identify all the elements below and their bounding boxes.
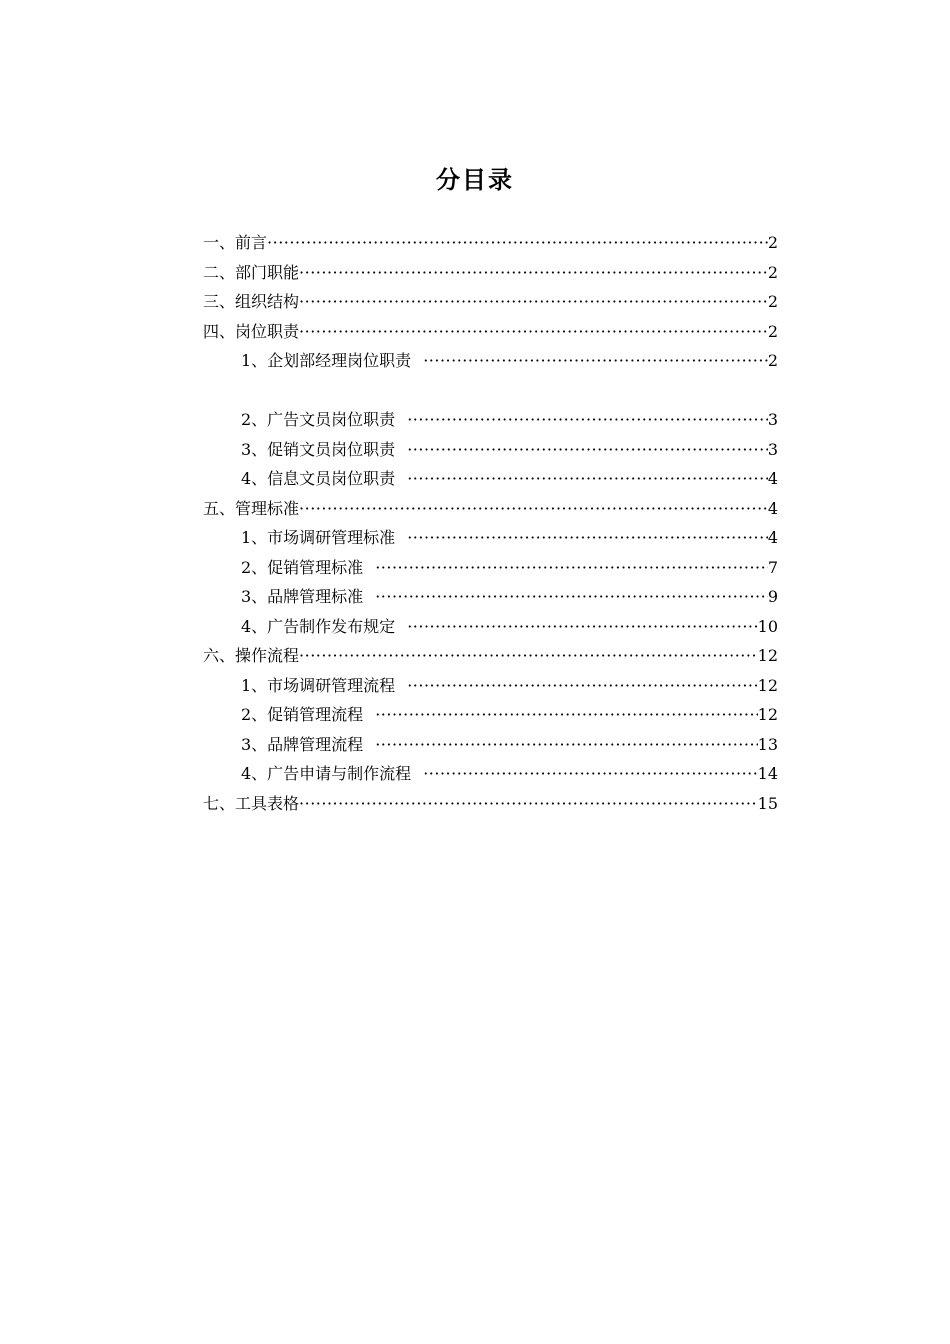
toc-entry-ad-clerk-duties[interactable]	[203, 405, 778, 435]
toc-leader-dots	[299, 494, 768, 524]
toc-entry-page: 14	[757, 764, 778, 783]
toc-entry-label: 3、品牌管理流程	[241, 734, 364, 754]
toc-entry-page: 12	[757, 646, 778, 665]
toc-entry-label: 一、前言	[203, 233, 268, 252]
toc-entry-manager-duties[interactable]	[203, 346, 778, 376]
toc-entry-label: 2、广告文员岗位职责	[241, 410, 396, 429]
toc-entry-page: 13	[757, 734, 778, 754]
toc-entry-label: 四、岗位职责	[203, 321, 300, 341]
toc-entry-promotion-standard[interactable]	[203, 553, 778, 583]
toc-entry-management-standards[interactable]	[203, 494, 778, 524]
toc-entry-label: 六、操作流程	[203, 646, 300, 665]
toc-entry-label: 3、促销文员岗位职责	[241, 439, 396, 459]
toc-entry-label: 1、市场调研管理流程	[241, 675, 396, 695]
toc-entry-page: 3	[767, 439, 778, 459]
toc-entry-label: 1、市场调研管理标准	[241, 528, 396, 547]
toc-entry-page: 7	[767, 557, 778, 577]
toc-leader-dots	[375, 582, 768, 612]
toc-entry-label: 七、工具表格	[203, 793, 300, 813]
toc-leader-dots	[423, 346, 768, 376]
toc-entry-info-clerk-duties[interactable]	[203, 464, 778, 494]
toc-leader-dots	[407, 612, 757, 642]
toc-entry-promotion-process[interactable]	[203, 700, 778, 730]
toc-entry-ad-request-process[interactable]	[203, 759, 778, 789]
table-of-contents	[203, 228, 778, 818]
toc-entry-page: 4	[767, 469, 778, 488]
toc-leader-dots	[423, 759, 757, 789]
toc-entry-page: 15	[757, 793, 778, 813]
toc-entry-page: 2	[767, 262, 778, 282]
toc-leader-dots	[407, 405, 768, 435]
toc-entry-label: 3、品牌管理标准	[241, 587, 364, 606]
toc-entry-label: 2、促销管理标准	[241, 557, 364, 577]
toc-entry-organization-structure[interactable]	[203, 287, 778, 317]
toc-entry-ad-publishing-rules[interactable]	[203, 612, 778, 642]
toc-entry-brand-standard[interactable]	[203, 582, 778, 612]
toc-entry-job-duties[interactable]	[203, 317, 778, 347]
toc-leader-dots	[299, 317, 768, 347]
toc-entry-page: 2	[767, 351, 778, 370]
toc-entry-label: 2、促销管理流程	[241, 705, 364, 724]
toc-leader-dots	[299, 789, 758, 819]
toc-entry-page: 4	[767, 528, 778, 547]
toc-entry-label: 4、广告申请与制作流程	[241, 764, 412, 783]
toc-entry-brand-process[interactable]	[203, 730, 778, 760]
toc-entry-preface[interactable]	[203, 228, 778, 258]
toc-entry-label: 4、信息文员岗位职责	[241, 469, 396, 488]
toc-entry-operation-process[interactable]	[203, 641, 778, 671]
toc-leader-dots	[407, 671, 757, 701]
toc-entry-market-research-process[interactable]	[203, 671, 778, 701]
toc-entry-page: 2	[767, 321, 778, 341]
toc-entry-page: 12	[757, 705, 778, 724]
toc-entry-page: 2	[767, 292, 778, 311]
toc-entry-market-research-standard[interactable]	[203, 523, 778, 553]
toc-leader-dots	[375, 700, 757, 730]
page-title: 分目录	[436, 166, 514, 194]
toc-leader-dots	[407, 464, 768, 494]
toc-entry-label: 五、管理标准	[203, 498, 300, 518]
toc-leader-dots	[407, 435, 768, 465]
toc-leader-dots	[299, 258, 768, 288]
toc-entry-page: 4	[767, 498, 778, 518]
toc-entry-page: 12	[757, 675, 778, 695]
toc-entry-page: 9	[767, 587, 778, 606]
toc-entry-tool-forms[interactable]	[203, 789, 778, 819]
toc-leader-dots	[375, 553, 768, 583]
toc-entry-label: 三、组织结构	[203, 292, 300, 311]
toc-leader-dots	[407, 523, 768, 553]
toc-leader-dots	[299, 287, 768, 317]
toc-leader-dots	[375, 730, 757, 760]
toc-entry-page: 10	[757, 616, 778, 636]
toc-entry-page: 3	[767, 410, 778, 429]
toc-entry-label: 4、广告制作发布规定	[241, 616, 396, 636]
toc-entry-page: 2	[767, 233, 778, 252]
toc-entry-department-functions[interactable]	[203, 258, 778, 288]
toc-entry-promo-clerk-duties[interactable]	[203, 435, 778, 465]
toc-entry-label: 1、企划部经理岗位职责	[241, 351, 412, 370]
toc-leader-dots	[267, 228, 768, 258]
toc-entry-label: 二、部门职能	[203, 262, 300, 282]
toc-leader-dots	[299, 641, 758, 671]
